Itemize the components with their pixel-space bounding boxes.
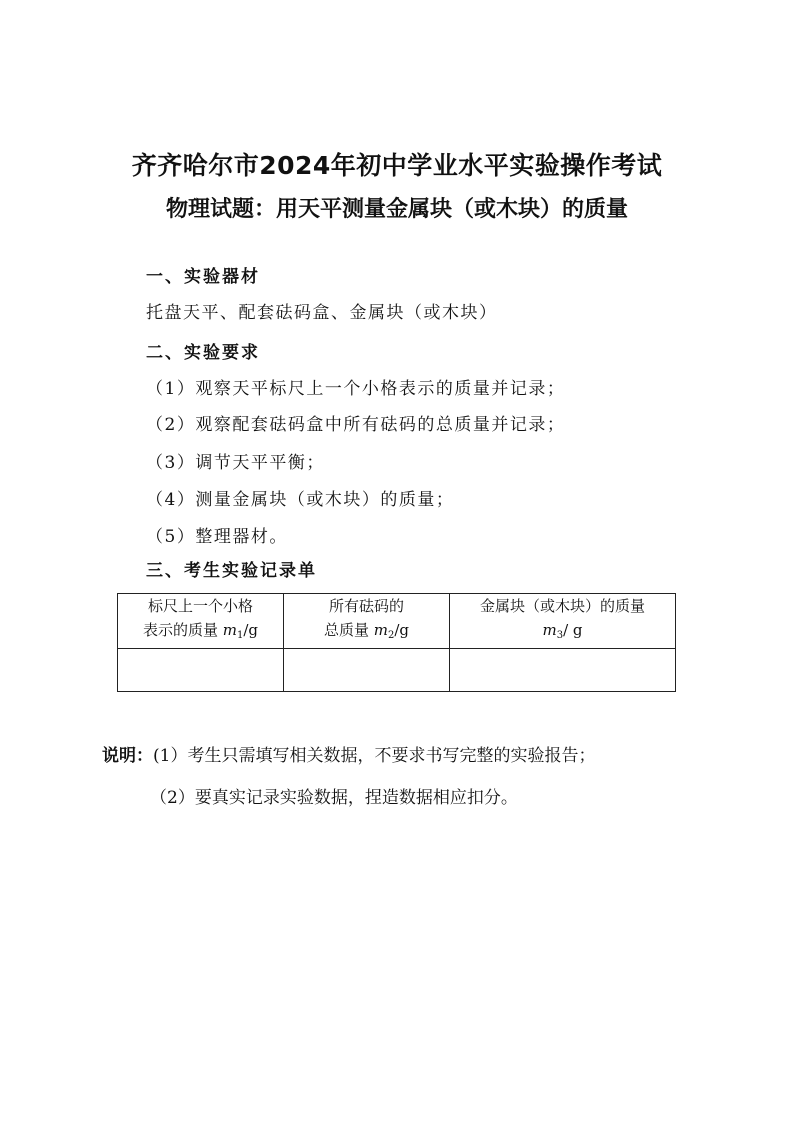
record-table [117, 593, 676, 692]
note-item: （2）要真实记录实验数据，捏造数据相应扣分。 [150, 788, 518, 808]
variable-symbol: m [222, 621, 237, 639]
header-cell-scale-division [118, 594, 284, 649]
header-cell-line: 金属块（或木块）的质量 [479, 597, 645, 615]
header-cell-line: 所有砝码的 [328, 597, 404, 615]
equipment-list: 托盘天平、配套砝码盒、金属块（或木块） [146, 303, 498, 323]
table-row [118, 649, 676, 692]
header-cell-line [284, 618, 449, 648]
page-subtitle: 物理试题：用天平测量金属块（或木块）的质量 [165, 197, 628, 222]
unit-text: / g [563, 621, 583, 639]
notes-label: 说明： [102, 746, 153, 766]
answer-cell-total-weights[interactable] [284, 649, 450, 692]
answer-cell-block-mass[interactable] [450, 649, 676, 692]
header-cell-line: 标尺上一个小格 [147, 597, 253, 615]
header-cell-line [450, 618, 675, 648]
requirement-item: （1）观察天平标尺上一个小格表示的质量并记录； [146, 379, 566, 399]
table-header-row [118, 594, 676, 649]
variable-subscript: 1 [236, 630, 244, 641]
variable-subscript: 3 [556, 630, 564, 641]
variable-symbol: m [542, 621, 557, 639]
variable-subscript: 2 [387, 630, 395, 641]
header-cell-total-weights [284, 594, 450, 649]
section-heading-equipment: 一、实验器材 [146, 267, 260, 287]
header-cell-line [118, 618, 283, 648]
answer-cell-scale-division[interactable] [118, 649, 284, 692]
section-heading-record: 三、考生实验记录单 [146, 561, 317, 581]
section-heading-requirements: 二、实验要求 [146, 343, 260, 363]
unit-text: /g [243, 621, 259, 639]
header-text: 表示的质量 [142, 621, 223, 639]
requirement-item: （3）调节天平平衡； [146, 453, 325, 473]
notes-line-1 [102, 741, 595, 766]
unit-text: /g [394, 621, 410, 639]
header-cell-block-mass [450, 594, 676, 649]
page-title: 齐齐哈尔市2024年初中学业水平实验操作考试 [131, 151, 663, 180]
header-text: 总质量 [323, 621, 374, 639]
requirement-item: （5）整理器材。 [146, 527, 288, 547]
requirement-item: （2）观察配套砝码盒中所有砝码的总质量并记录； [146, 415, 566, 435]
requirement-item: （4）测量金属块（或木块）的质量； [146, 490, 455, 510]
variable-symbol: m [373, 621, 388, 639]
note-item: (1）考生只需填写相关数据，不要求书写完整的实验报告； [153, 746, 596, 766]
